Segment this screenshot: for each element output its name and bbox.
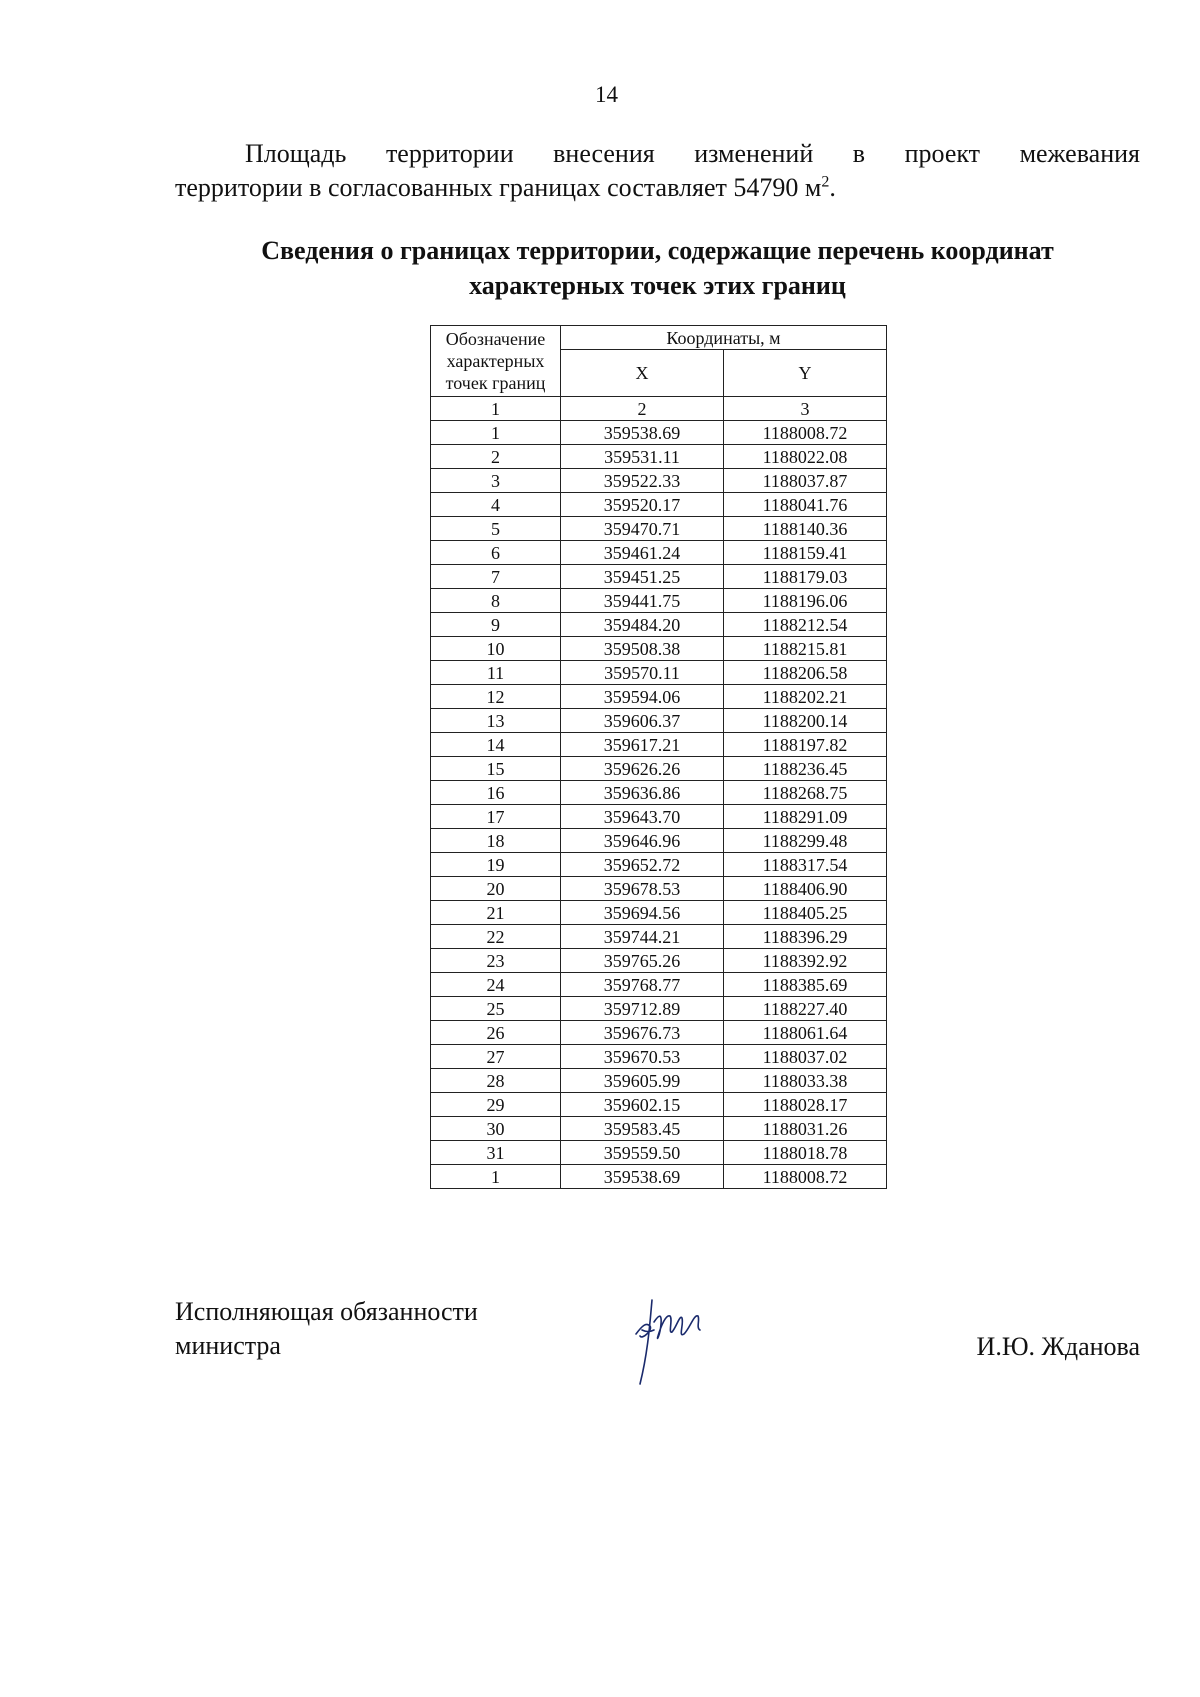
column-number-1: 1 — [431, 397, 561, 421]
y-cell: 1188385.69 — [724, 973, 887, 997]
y-cell: 1188317.54 — [724, 853, 887, 877]
point-cell: 28 — [431, 1069, 561, 1093]
table-row — [431, 469, 887, 493]
y-cell: 1188022.08 — [724, 445, 887, 469]
y-cell: 1188037.02 — [724, 1045, 887, 1069]
signature-icon — [628, 1292, 718, 1387]
point-cell: 2 — [431, 445, 561, 469]
table-row — [431, 421, 887, 445]
x-cell: 359470.71 — [561, 517, 724, 541]
x-cell: 359538.69 — [561, 421, 724, 445]
table-row — [431, 877, 887, 901]
x-cell: 359594.06 — [561, 685, 724, 709]
table-row — [431, 445, 887, 469]
x-cell: 359678.53 — [561, 877, 724, 901]
y-cell: 1188405.25 — [724, 901, 887, 925]
y-cell: 1188061.64 — [724, 1021, 887, 1045]
column-number-2: 2 — [561, 397, 724, 421]
table-row — [431, 997, 887, 1021]
y-cell: 1188299.48 — [724, 829, 887, 853]
table-row — [431, 901, 887, 925]
area-paragraph — [175, 137, 1140, 205]
table-row — [431, 1093, 887, 1117]
column-number-3: 3 — [724, 397, 887, 421]
x-cell: 359559.50 — [561, 1141, 724, 1165]
x-cell: 359605.99 — [561, 1069, 724, 1093]
x-cell: 359461.24 — [561, 541, 724, 565]
x-cell: 359712.89 — [561, 997, 724, 1021]
x-cell: 359606.37 — [561, 709, 724, 733]
x-cell: 359531.11 — [561, 445, 724, 469]
point-cell: 29 — [431, 1093, 561, 1117]
point-cell: 26 — [431, 1021, 561, 1045]
x-cell: 359441.75 — [561, 589, 724, 613]
y-cell: 1188392.92 — [724, 949, 887, 973]
y-cell: 1188212.54 — [724, 613, 887, 637]
x-cell: 359646.96 — [561, 829, 724, 853]
y-cell: 1188140.36 — [724, 517, 887, 541]
table-row — [431, 757, 887, 781]
point-cell: 3 — [431, 469, 561, 493]
x-cell: 359694.56 — [561, 901, 724, 925]
y-cell: 1188179.03 — [724, 565, 887, 589]
y-cell: 1188268.75 — [724, 781, 887, 805]
point-cell: 17 — [431, 805, 561, 829]
x-cell: 359484.20 — [561, 613, 724, 637]
point-cell: 31 — [431, 1141, 561, 1165]
point-cell: 4 — [431, 493, 561, 517]
x-cell: 359744.21 — [561, 925, 724, 949]
point-cell: 25 — [431, 997, 561, 1021]
table-row — [431, 493, 887, 517]
y-cell: 1188202.21 — [724, 685, 887, 709]
table-row — [431, 805, 887, 829]
table-row — [431, 1069, 887, 1093]
table-row — [431, 661, 887, 685]
x-cell: 359768.77 — [561, 973, 724, 997]
point-cell: 15 — [431, 757, 561, 781]
y-cell: 1188018.78 — [724, 1141, 887, 1165]
y-cell: 1188396.29 — [724, 925, 887, 949]
x-cell: 359570.11 — [561, 661, 724, 685]
area-word: проект — [904, 139, 981, 168]
table-row — [431, 949, 887, 973]
area-unit-superscript: 2 — [821, 173, 830, 191]
x-cell: 359602.15 — [561, 1093, 724, 1117]
point-cell: 1 — [431, 421, 561, 445]
x-cell: 359643.70 — [561, 805, 724, 829]
y-cell: 1188406.90 — [724, 877, 887, 901]
table-row — [431, 853, 887, 877]
table-row — [431, 781, 887, 805]
table-row — [431, 973, 887, 997]
section-heading-line1: Сведения о границах территории, содержащие перечень координат — [261, 236, 1054, 265]
x-cell: 359765.26 — [561, 949, 724, 973]
table-row — [431, 637, 887, 661]
area-paragraph-line1 — [175, 137, 1140, 171]
y-cell: 1188041.76 — [724, 493, 887, 517]
coordinates-table — [430, 325, 887, 1189]
x-cell: 359636.86 — [561, 781, 724, 805]
signatory-role-line2: министра — [175, 1331, 281, 1360]
y-cell: 1188291.09 — [724, 805, 887, 829]
y-cell: 1188008.72 — [724, 421, 887, 445]
signatory-name: И.Ю. Жданова — [976, 1332, 1140, 1361]
area-text: территории в согласованных границах составляет 54790 м — [175, 173, 822, 202]
area-word: внесения — [553, 139, 655, 168]
table-row — [431, 1045, 887, 1069]
table-row — [431, 541, 887, 565]
header-x: X — [561, 350, 724, 397]
y-cell: 1188028.17 — [724, 1093, 887, 1117]
table-row — [431, 925, 887, 949]
y-cell: 1188031.26 — [724, 1117, 887, 1141]
y-cell: 1188159.41 — [724, 541, 887, 565]
x-cell: 359522.33 — [561, 469, 724, 493]
table-row — [431, 565, 887, 589]
point-cell: 22 — [431, 925, 561, 949]
point-cell: 9 — [431, 613, 561, 637]
x-cell: 359583.45 — [561, 1117, 724, 1141]
area-word: в — [852, 139, 866, 168]
y-cell: 1188200.14 — [724, 709, 887, 733]
table-row — [431, 1165, 887, 1189]
point-cell: 11 — [431, 661, 561, 685]
area-word: изменений — [694, 139, 814, 168]
y-cell: 1188008.72 — [724, 1165, 887, 1189]
y-cell: 1188033.38 — [724, 1069, 887, 1093]
x-cell: 359538.69 — [561, 1165, 724, 1189]
table-row — [431, 1141, 887, 1165]
table-row — [431, 709, 887, 733]
x-cell: 359508.38 — [561, 637, 724, 661]
section-heading — [175, 233, 1140, 303]
table-row — [431, 1117, 887, 1141]
table-row — [431, 517, 887, 541]
point-cell: 27 — [431, 1045, 561, 1069]
point-cell: 16 — [431, 781, 561, 805]
table-row — [431, 733, 887, 757]
coordinates-table-body — [431, 421, 887, 1189]
signatory-role-line1: Исполняющая обязанности — [175, 1297, 478, 1326]
point-cell: 6 — [431, 541, 561, 565]
x-cell: 359652.72 — [561, 853, 724, 877]
y-cell: 1188206.58 — [724, 661, 887, 685]
point-cell: 23 — [431, 949, 561, 973]
point-cell: 14 — [431, 733, 561, 757]
table-row — [431, 1021, 887, 1045]
point-cell: 20 — [431, 877, 561, 901]
y-cell: 1188215.81 — [724, 637, 887, 661]
area-word: Площадь — [245, 139, 347, 168]
section-heading-line2: характерных точек этих границ — [469, 271, 846, 300]
y-cell: 1188236.45 — [724, 757, 887, 781]
x-cell: 359617.21 — [561, 733, 724, 757]
x-cell: 359626.26 — [561, 757, 724, 781]
area-paragraph-line2 — [175, 171, 1140, 205]
table-row — [431, 685, 887, 709]
x-cell: 359676.73 — [561, 1021, 724, 1045]
point-cell: 1 — [431, 1165, 561, 1189]
table-row — [431, 613, 887, 637]
signatory-role — [175, 1295, 478, 1363]
x-cell: 359451.25 — [561, 565, 724, 589]
header-y: Y — [724, 350, 887, 397]
page-number: 14 — [595, 82, 618, 107]
point-cell: 21 — [431, 901, 561, 925]
table-row — [431, 829, 887, 853]
point-cell: 19 — [431, 853, 561, 877]
point-cell: 30 — [431, 1117, 561, 1141]
area-word: межевания — [1019, 139, 1140, 168]
point-cell: 18 — [431, 829, 561, 853]
point-cell: 8 — [431, 589, 561, 613]
x-cell: 359520.17 — [561, 493, 724, 517]
point-cell: 5 — [431, 517, 561, 541]
x-cell: 359670.53 — [561, 1045, 724, 1069]
point-cell: 24 — [431, 973, 561, 997]
y-cell: 1188037.87 — [724, 469, 887, 493]
y-cell: 1188196.06 — [724, 589, 887, 613]
header-point-designation: Обозначение характерных точек границ — [431, 326, 561, 397]
y-cell: 1188197.82 — [724, 733, 887, 757]
point-cell: 12 — [431, 685, 561, 709]
point-cell: 7 — [431, 565, 561, 589]
point-cell: 10 — [431, 637, 561, 661]
area-word: территории — [385, 139, 514, 168]
point-cell: 13 — [431, 709, 561, 733]
y-cell: 1188227.40 — [724, 997, 887, 1021]
header-coordinates: Координаты, м — [561, 326, 887, 350]
table-row — [431, 589, 887, 613]
area-period: . — [829, 173, 836, 202]
